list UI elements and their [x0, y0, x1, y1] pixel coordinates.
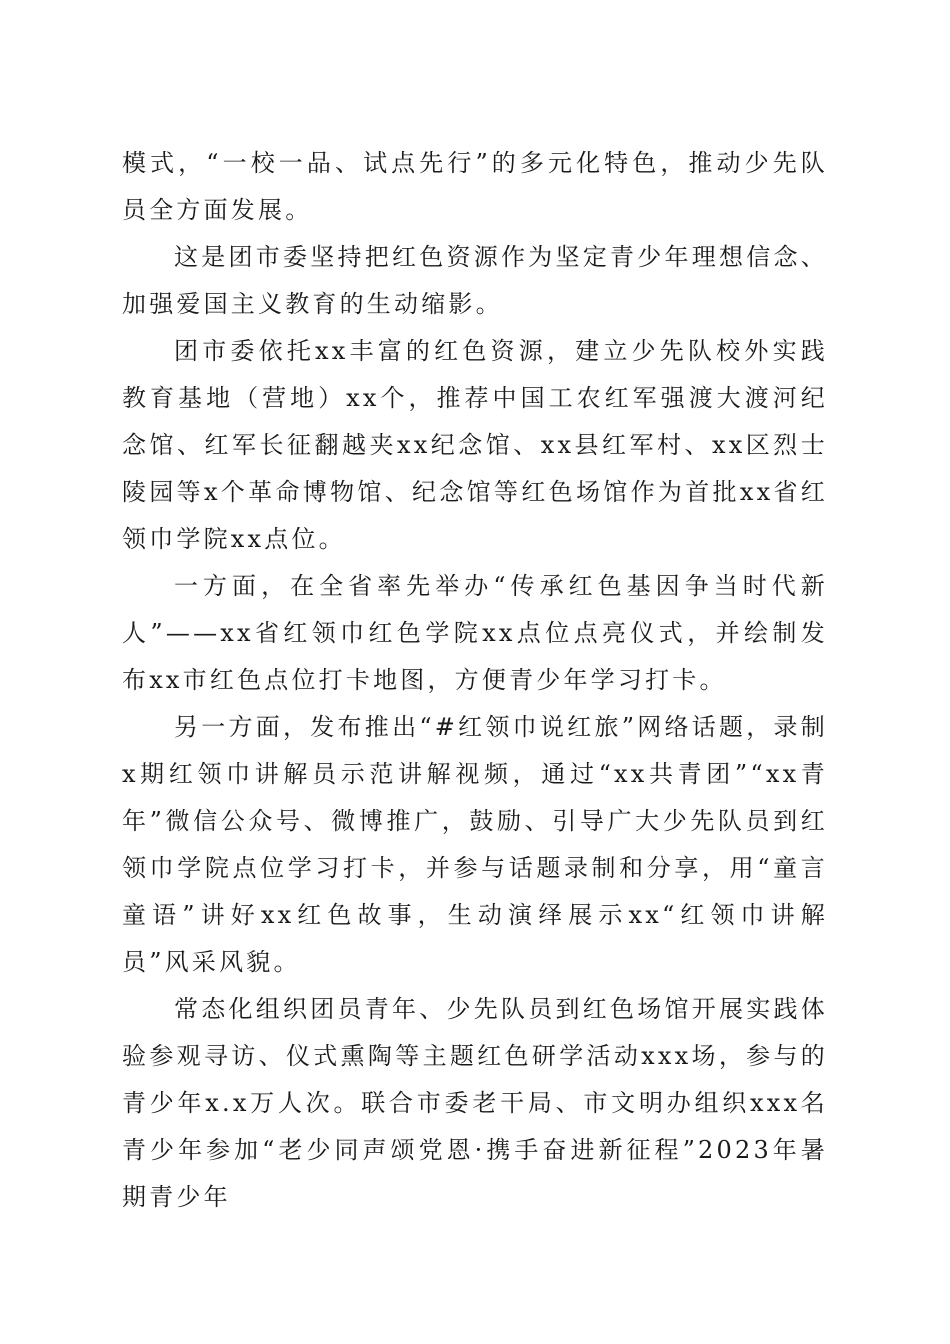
paragraph-1: 模式，“一校一品、试点先行”的多元化特色，推动少先队员全方面发展。 — [122, 149, 828, 224]
paragraph-2: 这是团市委坚持把红色资源作为坚定青少年理想信念、加强爱国主义教育的生动缩影。 — [122, 243, 828, 318]
paragraph-3: 团市委依托xx丰富的红色资源，建立少先队校外实践教育基地（营地）xx个，推荐中国工农红军强渡大渡河纪念馆、红军长征翻越夹xx纪念馆、xx县红军村、xx区烈士陵园等x个革命博物馆、纪念馆等红色场馆作为首批xx省红领巾学院xx点位。 — [122, 337, 828, 553]
document-body — [122, 140, 828, 1221]
paragraph-6: 常态化组织团员青年、少先队员到红色场馆开展实践体验参观寻访、仪式熏陶等主题红色研学活动xxx场，参与的青少年x.x万人次。联合市委老干局、市文明办组织xxx名青少年参加“老少同声颂党恩·携手奋进新征程”2023年暑期青少年 — [122, 995, 828, 1211]
paragraph-4: 一方面，在全省率先举办“传承红色基因争当时代新人”——xx省红领巾红色学院xx点位点亮仪式，并绘制发布xx市红色点位打卡地图，方便青少年学习打卡。 — [122, 572, 828, 694]
paragraph-5: 另一方面，发布推出“#红领巾说红旅”网络话题，录制x期红领巾讲解员示范讲解视频，通过“xx共青团”“xx青年”微信公众号、微博推广，鼓励、引导广大少先队员到红领巾学院点位学习打卡，并参与话题录制和分享，用“童言童语”讲好xx红色故事，生动演绎展示xx“红领巾讲解员”风采风貌。 — [122, 713, 828, 976]
